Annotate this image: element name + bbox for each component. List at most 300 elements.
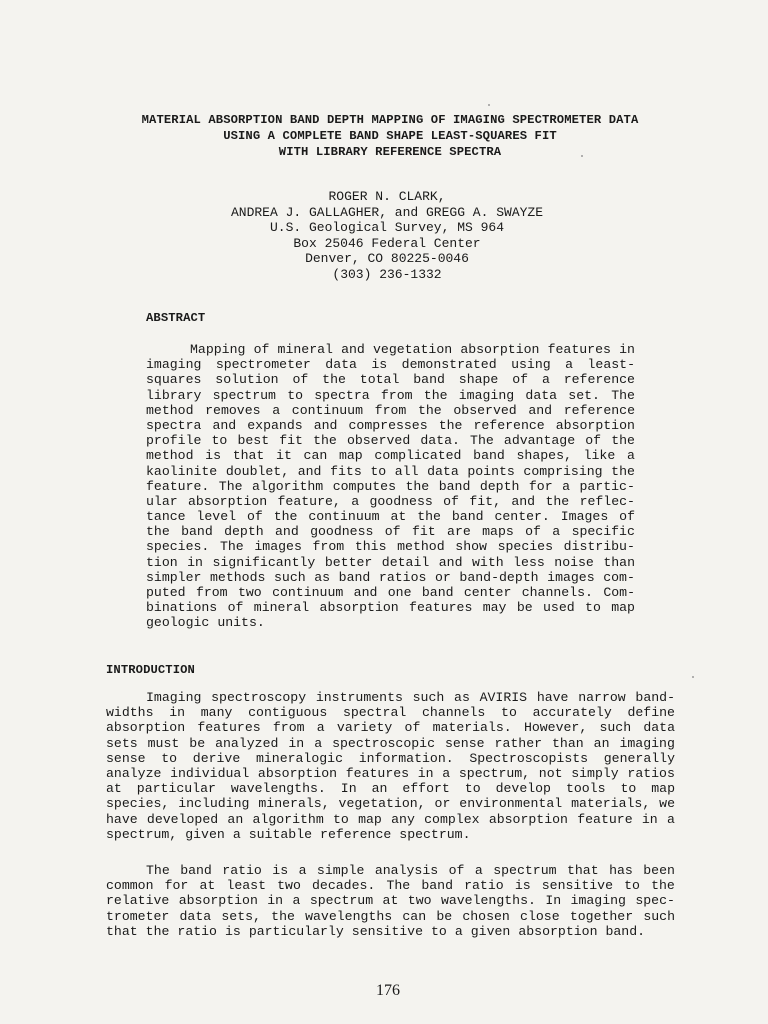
word: using xyxy=(511,357,551,373)
word: compresses xyxy=(348,417,428,433)
text-line xyxy=(106,736,675,751)
word: mineralogic xyxy=(255,750,344,766)
word: band xyxy=(451,509,484,525)
word: advantage xyxy=(503,433,576,449)
word: goodness xyxy=(310,524,374,540)
word: like xyxy=(583,448,616,464)
word: removes xyxy=(205,402,261,418)
word: for xyxy=(164,878,189,894)
scan-speck xyxy=(692,676,694,678)
word: many xyxy=(200,705,233,721)
word: define xyxy=(627,705,675,721)
word: in xyxy=(641,811,658,827)
word: sensitive xyxy=(541,878,613,894)
word: not xyxy=(538,765,563,781)
word: minerals, xyxy=(258,796,330,812)
word: is xyxy=(272,863,289,878)
word: at xyxy=(106,781,122,797)
word: analyze xyxy=(106,765,162,781)
word: a xyxy=(272,402,281,418)
introduction-paragraph xyxy=(106,690,675,842)
word: of xyxy=(253,342,270,357)
word: best xyxy=(237,433,270,449)
word: of xyxy=(443,493,459,509)
text-line xyxy=(146,494,635,509)
word: spectrum xyxy=(309,893,374,909)
word: simply xyxy=(571,765,619,781)
word: data xyxy=(179,908,212,924)
text-line xyxy=(146,585,635,600)
word: in xyxy=(187,554,203,570)
text-line xyxy=(146,448,635,463)
word: Com- xyxy=(603,585,635,600)
word: used xyxy=(543,600,575,616)
word: geologic xyxy=(146,615,210,631)
word: solution xyxy=(215,372,279,388)
word: common xyxy=(106,878,154,894)
word: that xyxy=(232,448,265,464)
word: given xyxy=(185,826,225,842)
word: total xyxy=(359,372,400,388)
word: band. xyxy=(605,923,646,939)
word: images xyxy=(547,569,595,585)
word: and xyxy=(297,463,322,479)
word: from xyxy=(380,387,413,403)
text-line xyxy=(106,812,675,827)
word: in xyxy=(169,705,186,721)
word: to xyxy=(370,463,387,479)
word: absorption xyxy=(460,342,540,357)
word: simpler xyxy=(146,569,202,585)
word: trometer xyxy=(106,908,170,924)
word: materials, xyxy=(571,796,651,812)
word: wavelengths. xyxy=(440,893,536,909)
word: feature. xyxy=(146,478,210,494)
word: and xyxy=(341,342,365,357)
word: features xyxy=(409,600,473,616)
word: doublet, xyxy=(225,463,290,479)
page-number: 176 xyxy=(376,982,400,999)
word: a xyxy=(666,811,675,827)
word: that xyxy=(566,863,599,878)
word: of xyxy=(448,863,465,878)
author-line: Denver, CO 80225-0046 xyxy=(305,251,469,267)
word: particular xyxy=(136,781,216,797)
word: absorption xyxy=(257,765,338,781)
word: partic- xyxy=(579,478,635,494)
word: spectral xyxy=(342,705,407,721)
word: wavelengths xyxy=(305,908,393,924)
word: is xyxy=(371,357,388,373)
title-line: WITH LIBRARY REFERENCE SPECTRA xyxy=(278,145,502,159)
word: an xyxy=(371,781,388,797)
text-line xyxy=(146,357,635,372)
text-line xyxy=(106,827,675,842)
word: with xyxy=(472,554,504,570)
word: sets xyxy=(106,735,138,751)
word: squares xyxy=(146,372,202,388)
word: the xyxy=(417,402,442,418)
word: effort xyxy=(402,781,450,797)
word: spectra xyxy=(146,417,202,433)
word: method xyxy=(146,448,194,464)
word: reference xyxy=(563,402,635,418)
word: spectroscopy xyxy=(211,690,307,705)
word: ratio xyxy=(177,923,217,939)
word: band xyxy=(473,448,505,464)
word: from xyxy=(195,585,228,600)
word: of xyxy=(246,509,263,525)
word: the xyxy=(417,509,441,525)
word: mineral xyxy=(277,342,333,357)
word: has xyxy=(609,863,633,878)
word: information. xyxy=(358,750,454,766)
word: goodness xyxy=(369,493,433,509)
word: one xyxy=(387,585,412,600)
author-line: U.S. Geological Survey, MS 964 xyxy=(269,220,505,236)
word: a xyxy=(442,765,451,781)
word: contiguous xyxy=(248,705,328,721)
word: generally xyxy=(603,750,675,766)
word: a xyxy=(351,493,360,509)
word: and xyxy=(313,417,338,433)
word: the xyxy=(322,372,346,388)
text-line xyxy=(146,555,635,570)
word: continuum xyxy=(272,585,344,600)
word: of xyxy=(585,433,602,449)
word: band xyxy=(338,569,371,585)
text-line xyxy=(146,615,635,630)
introduction-paragraph xyxy=(106,863,675,939)
word: such xyxy=(274,569,306,585)
word: channels. xyxy=(521,585,593,600)
word: feature xyxy=(577,811,633,827)
word: sense xyxy=(444,735,485,751)
word: absorption xyxy=(488,811,568,827)
word: data xyxy=(525,387,558,403)
word: the xyxy=(271,908,295,924)
word: together xyxy=(569,908,634,924)
word: narrow xyxy=(578,690,626,705)
word: better xyxy=(324,554,373,570)
word: all xyxy=(394,463,419,479)
text-line xyxy=(106,720,675,735)
word: simple xyxy=(316,863,365,878)
word: or xyxy=(435,569,451,585)
word: be xyxy=(436,908,453,924)
word: spectroscopic xyxy=(332,735,435,751)
word: at xyxy=(382,893,399,909)
word: The xyxy=(470,433,494,449)
word: a xyxy=(292,893,301,909)
word: Mapping xyxy=(190,342,246,357)
word: the xyxy=(273,509,298,525)
word: In xyxy=(340,781,357,797)
word: individual xyxy=(170,765,250,781)
word: of xyxy=(384,524,401,540)
word: reference xyxy=(320,826,392,842)
text-line xyxy=(146,418,635,433)
word: species, xyxy=(106,796,170,812)
word: spec- xyxy=(635,893,675,909)
word: the xyxy=(611,433,635,449)
word: map xyxy=(338,448,363,464)
word: fit xyxy=(279,433,303,449)
word: least xyxy=(226,878,267,894)
scan-speck xyxy=(488,104,490,106)
word: band xyxy=(413,372,445,388)
word: absorption xyxy=(319,600,399,616)
word: a xyxy=(454,923,463,939)
word: or xyxy=(434,796,451,812)
word: of xyxy=(292,372,309,388)
text-line xyxy=(146,539,635,554)
word: Images xyxy=(560,509,609,525)
word: complicated xyxy=(374,448,462,464)
word: However, xyxy=(523,720,588,736)
word: AVIRIS xyxy=(479,690,528,705)
word: The xyxy=(218,478,243,494)
word: noise xyxy=(554,554,594,570)
scan-speck xyxy=(581,155,583,157)
word: variety xyxy=(336,720,393,736)
word: in xyxy=(267,893,284,909)
word: the xyxy=(423,387,448,403)
word: observed xyxy=(453,402,517,418)
word: the xyxy=(405,478,430,494)
word: fits xyxy=(330,463,362,479)
text-line xyxy=(106,751,675,766)
word: fit xyxy=(411,524,436,540)
word: of xyxy=(227,600,244,616)
word: of xyxy=(619,509,635,525)
word: been xyxy=(643,863,675,878)
word: a xyxy=(232,826,241,842)
word: wavelengths. xyxy=(230,781,326,797)
word: we xyxy=(659,796,675,812)
word: can xyxy=(402,908,427,924)
word: are xyxy=(447,524,471,540)
word: specific xyxy=(571,524,635,540)
word: channels xyxy=(422,705,486,721)
word: of xyxy=(512,372,529,388)
author-line: ROGER N. CLARK, xyxy=(328,189,446,204)
text-line xyxy=(146,388,635,403)
paper-title xyxy=(0,112,768,160)
word: The xyxy=(386,878,411,894)
text-line xyxy=(146,342,635,357)
word: the xyxy=(611,463,635,479)
text-line xyxy=(146,403,635,418)
word: an xyxy=(227,811,244,827)
word: absorption xyxy=(188,493,268,509)
text-line xyxy=(106,705,675,720)
text-line xyxy=(146,600,635,615)
text-line xyxy=(146,464,635,479)
word: feature, xyxy=(277,493,341,509)
word: center xyxy=(463,585,512,600)
word: to xyxy=(624,878,640,894)
word: two xyxy=(277,878,301,894)
word: sensitive xyxy=(351,923,424,939)
word: chosen xyxy=(462,908,510,924)
word: from xyxy=(312,539,345,555)
word: must xyxy=(147,735,180,751)
word: spectrum. xyxy=(399,826,471,842)
word: spectra xyxy=(314,387,370,403)
word: demonstrated xyxy=(401,357,497,373)
word: for xyxy=(528,478,553,494)
word: binations xyxy=(146,600,218,616)
word: The xyxy=(219,539,244,555)
word: two xyxy=(237,585,262,600)
text-line xyxy=(106,796,675,811)
word: vegetation, xyxy=(338,796,426,812)
word: than xyxy=(603,554,635,570)
word: and xyxy=(528,402,553,418)
word: In xyxy=(545,893,562,909)
word: such xyxy=(599,720,632,736)
word: reflec- xyxy=(579,493,635,509)
word: features xyxy=(345,765,410,781)
word: as xyxy=(454,690,470,705)
word: units. xyxy=(217,615,265,631)
word: absorption xyxy=(106,720,186,736)
word: map xyxy=(611,600,635,616)
word: to xyxy=(211,433,228,449)
word: ratios xyxy=(627,765,675,781)
word: band xyxy=(181,524,213,540)
word: it xyxy=(276,448,292,464)
word: the xyxy=(146,524,170,540)
word: is xyxy=(224,923,241,939)
text-line xyxy=(106,878,675,893)
word: to xyxy=(333,811,349,827)
word: in xyxy=(619,342,635,357)
word: have xyxy=(536,690,569,705)
word: algorithm xyxy=(252,811,324,827)
word: the xyxy=(145,923,170,939)
word: a xyxy=(298,863,307,878)
word: as xyxy=(314,569,331,585)
word: center. xyxy=(494,509,550,525)
word: kaolinite xyxy=(146,463,218,479)
word: spectrum, xyxy=(458,765,531,781)
word: a xyxy=(474,863,483,878)
word: data xyxy=(643,720,675,736)
author-line: Box 25046 Federal Center xyxy=(293,235,481,251)
word: analyzed xyxy=(215,735,279,751)
word: and xyxy=(511,493,536,509)
word: depth xyxy=(479,478,520,494)
word: spectrum, xyxy=(106,826,178,842)
word: fit, xyxy=(469,493,501,509)
word: an xyxy=(593,735,610,751)
word: than xyxy=(552,735,584,751)
word: level xyxy=(196,509,237,525)
word: data xyxy=(427,463,459,479)
abstract-heading: ABSTRACT xyxy=(146,311,206,325)
word: band xyxy=(438,478,471,494)
word: environmental xyxy=(459,796,563,812)
word: band xyxy=(421,585,454,600)
word: band-depth xyxy=(459,569,539,585)
word: band xyxy=(421,878,453,894)
word: of xyxy=(404,720,421,736)
word: at xyxy=(390,509,407,525)
word: particularly xyxy=(248,923,344,939)
word: absorption xyxy=(178,893,258,909)
word: ratio xyxy=(222,863,262,878)
text-line xyxy=(106,690,675,705)
word: to xyxy=(161,750,178,766)
text-line xyxy=(106,863,675,878)
word: puted xyxy=(146,585,186,600)
word: mineral xyxy=(253,600,310,616)
word: the xyxy=(651,878,675,894)
text-line xyxy=(146,509,635,524)
word: a xyxy=(316,720,325,736)
word: depth xyxy=(224,524,264,540)
text-line xyxy=(146,524,635,539)
word: show xyxy=(455,539,487,555)
word: be xyxy=(189,735,206,751)
word: sense xyxy=(106,750,146,766)
word: tools xyxy=(565,781,606,797)
word: from xyxy=(272,720,305,736)
word: spectrum xyxy=(212,387,276,403)
word: library xyxy=(146,387,202,403)
text-line xyxy=(106,893,675,908)
word: and xyxy=(353,585,378,600)
word: band- xyxy=(635,690,675,705)
word: expands xyxy=(247,417,303,433)
word: widths xyxy=(106,705,154,721)
word: images xyxy=(254,539,302,555)
word: developed xyxy=(146,811,219,827)
word: in xyxy=(288,735,305,751)
word: complex xyxy=(424,811,480,827)
word: is xyxy=(514,878,531,894)
word: of xyxy=(525,524,541,540)
text-line xyxy=(106,909,675,924)
word: to xyxy=(620,781,637,797)
word: develop xyxy=(495,781,551,797)
word: to xyxy=(287,387,304,403)
word: map xyxy=(651,781,675,797)
word: observed xyxy=(346,433,411,449)
word: less xyxy=(513,554,545,570)
word: given xyxy=(470,923,511,939)
word: can xyxy=(303,448,328,464)
word: ratio xyxy=(464,878,504,894)
word: suitable xyxy=(248,826,313,842)
word: data. xyxy=(420,433,460,449)
text-line xyxy=(146,433,635,448)
word: ratios xyxy=(378,569,427,585)
word: maps xyxy=(482,524,514,540)
word: imaging xyxy=(146,357,202,373)
word: continuum xyxy=(308,509,380,525)
word: map xyxy=(358,811,382,827)
word: absorption xyxy=(555,417,635,433)
word: be xyxy=(516,600,533,616)
word: the xyxy=(438,417,463,433)
word: significantly xyxy=(212,554,316,570)
word: detail xyxy=(381,554,430,570)
author-line: ANDREA J. GALLAGHER, and GREGG A. SWAYZE xyxy=(230,204,544,220)
word: the xyxy=(313,433,337,449)
